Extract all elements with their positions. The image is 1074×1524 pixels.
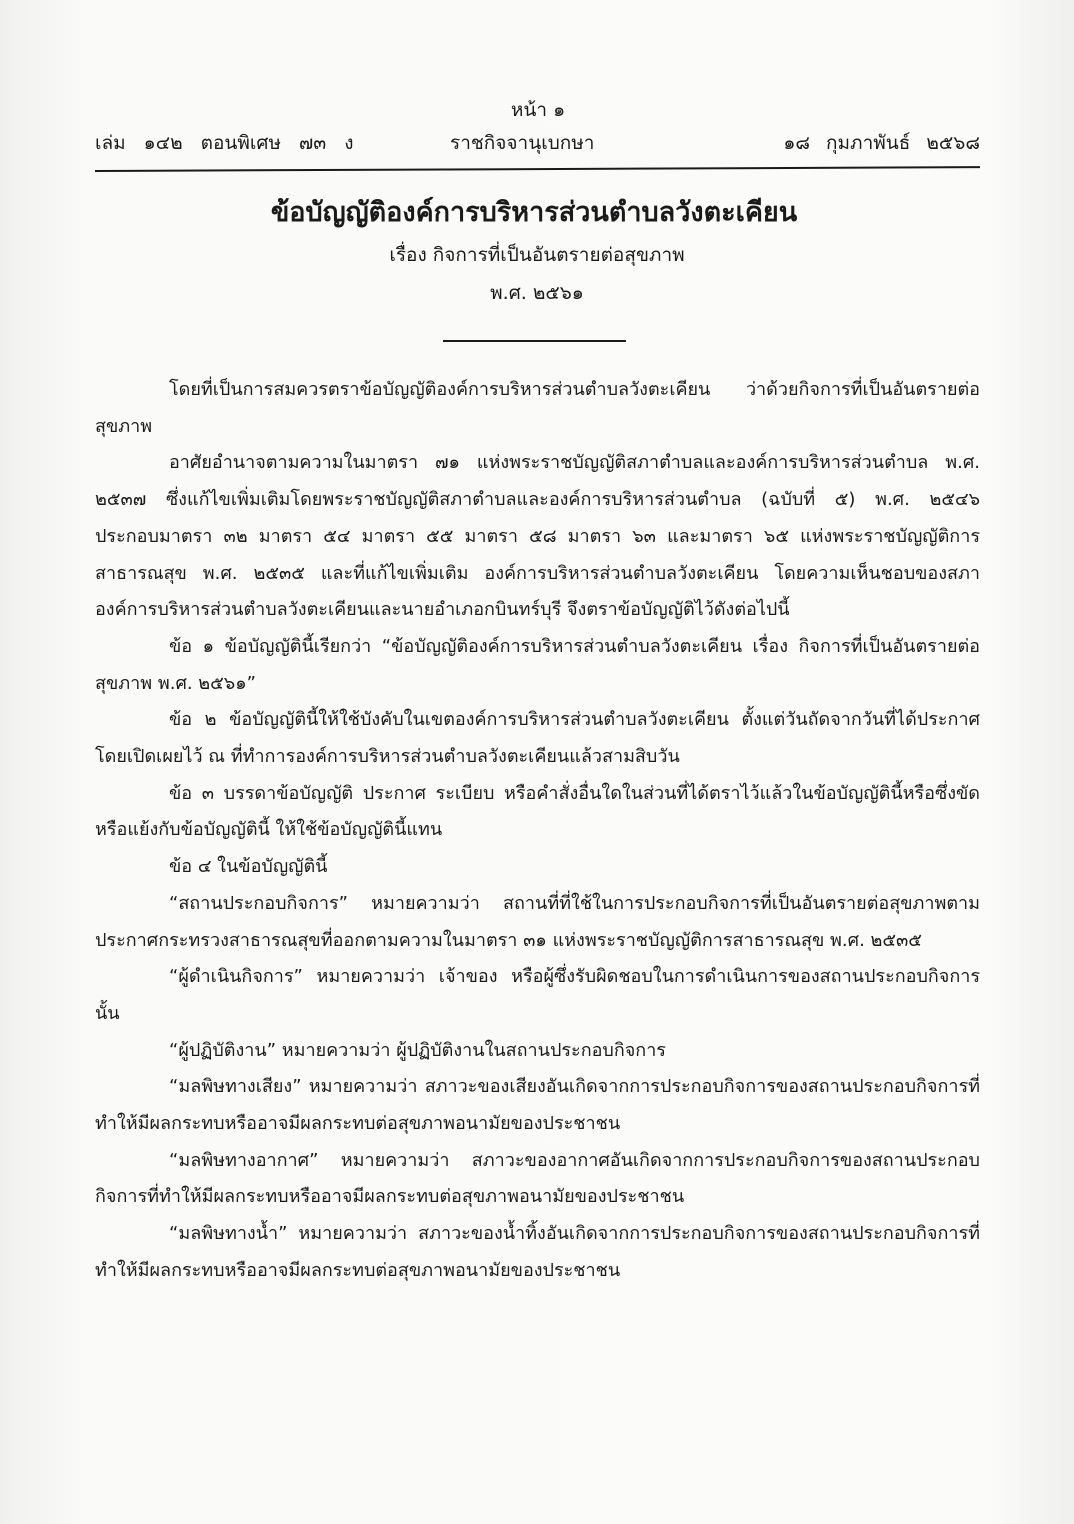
clause-1: ข้อ ๑ ข้อบัญญัตินี้เรียกว่า “ข้อบัญญัติองค์การบริหารส่วนตำบลวังตะเคียน เรื่อง กิจการที่เป็นอันตรายต่อสุขภาพ พ.ศ. ๒๕๖๑”: [95, 635, 980, 694]
section-number: ๗๓: [298, 132, 327, 154]
header-divider: [95, 166, 980, 172]
volume-label: เล่ม: [95, 132, 126, 154]
definition-establishment: “สถานประกอบกิจการ” หมายความว่า สถานที่ที่ใช้ในการประกอบกิจการที่เป็นอันตรายต่อสุขภาพตามประกาศกระทรวงสาธารณสุขที่ออกตามความในมาตรา ๓๑ แห่งพระราชบัญญัติการสาธารณสุข พ.ศ. ๒๕๓๕: [95, 892, 980, 951]
date-month: กุมภาพันธ์: [826, 132, 911, 154]
document-body: [95, 372, 980, 1290]
document-title: ข้อบัญญัติองค์การบริหารส่วนตำบลวังตะเคียน: [270, 197, 798, 228]
document-year: พ.ศ. ๒๕๖๑: [490, 282, 584, 304]
section-label: ตอนพิเศษ: [200, 132, 281, 154]
preamble-paragraph: โดยที่เป็นการสมควรตราข้อบัญญัติองค์การบริหารส่วนตำบลวังตะเคียน ว่าด้วยกิจการที่เป็นอันตรายต่อสุขภาพ: [95, 379, 980, 437]
title-divider: [443, 340, 626, 342]
volume-info: [95, 128, 372, 158]
clause-2: ข้อ ๒ ข้อบัญญัตินี้ให้ใช้บังคับในเขตองค์การบริหารส่วนตำบลวังตะเคียน ตั้งแต่วันถัดจากวันที่ได้ประกาศโดยเปิดเผยไว้ ณ ที่ทำการองค์การบริหารส่วนตำบลวังตะเคียนแล้วสามสิบวัน: [95, 709, 980, 768]
document-subject: เรื่อง กิจการที่เป็นอันตรายต่อสุขภาพ: [389, 244, 685, 266]
definition-worker: “ผู้ปฏิบัติงาน” หมายความว่า ผู้ปฏิบัติงานในสถานประกอบกิจการ: [169, 1039, 666, 1061]
definition-air-pollution: “มลพิษทางอากาศ” หมายความว่า สภาวะของอากาศอันเกิดจากการประกอบกิจการของสถานประกอบกิจการที่ทำให้มีผลกระทบหรืออาจมีผลกระทบต่อสุขภาพอนามัยของประชาชน: [95, 1149, 980, 1208]
page-number: หน้า ๑: [510, 99, 566, 121]
date-year: ๒๕๖๘: [926, 132, 980, 154]
clause-4: ข้อ ๔ ในข้อบัญญัตินี้: [169, 856, 328, 878]
definition-operator: “ผู้ดำเนินกิจการ” หมายความว่า เจ้าของ หรือผู้ซึ่งรับผิดชอบในการดำเนินการของสถานประกอบกิจการนั้น: [95, 966, 980, 1024]
volume-number: ๑๔๒: [143, 132, 183, 154]
header-line: [95, 128, 980, 158]
date-day: ๑๘: [783, 132, 811, 154]
publication-date: [767, 128, 980, 158]
gazette-name: ราชกิจจานุเบกษา: [450, 132, 595, 154]
section-suffix: ง: [344, 132, 354, 154]
authority-paragraph: อาศัยอำนาจตามความในมาตรา ๗๑ แห่งพระราชบัญญัติสภาตำบลและองค์การบริหารส่วนตำบล พ.ศ. ๒๕๓๗ ซึ่งแก้ไขเพิ่มเติมโดยพระราชบัญญัติสภาตำบลและองค์การบริหารส่วนตำบล (ฉบับที่ ๕) พ.ศ. ๒๕๔๖ ประกอบมาตรา ๓๒ มาตรา ๕๔ มาตรา ๕๕ มาตรา ๕๘ มาตรา ๖๓ และมาตรา ๖๕ แห่งพระราชบัญญัติการสาธารณสุข พ.ศ. ๒๕๓๕ และที่แก้ไขเพิ่มเติม องค์การบริหารส่วนตำบลวังตะเคียน โดยความเห็นชอบของสภาองค์การบริหารส่วนตำบลวังตะเคียนและนายอำเภอกบินทร์บุรี จึงตราข้อบัญญัติไว้ดังต่อไปนี้: [95, 452, 980, 621]
title-block: [0, 195, 1074, 307]
clause-3: ข้อ ๓ บรรดาข้อบัญญัติ ประกาศ ระเบียบ หรือคำสั่งอื่นใดในส่วนที่ได้ตราไว้แล้วในข้อบัญญัตินี้หรือซึ่งขัดหรือแย้งกับข้อบัญญัตินี้ ให้ใช้ข้อบัญญัตินี้แทน: [95, 782, 980, 841]
definition-noise-pollution: “มลพิษทางเสียง” หมายความว่า สภาวะของเสียงอันเกิดจากการประกอบกิจการของสถานประกอบกิจการที่ทำให้มีผลกระทบหรืออาจมีผลกระทบต่อสุขภาพอนามัยของประชาชน: [95, 1076, 980, 1135]
definition-water-pollution: “มลพิษทางน้ำ” หมายความว่า สภาวะของน้ำทิ้งอันเกิดจากการประกอบกิจการของสถานประกอบกิจการที่ทำให้มีผลกระทบหรืออาจมีผลกระทบต่อสุขภาพอนามัยของประชาชน: [95, 1223, 980, 1281]
